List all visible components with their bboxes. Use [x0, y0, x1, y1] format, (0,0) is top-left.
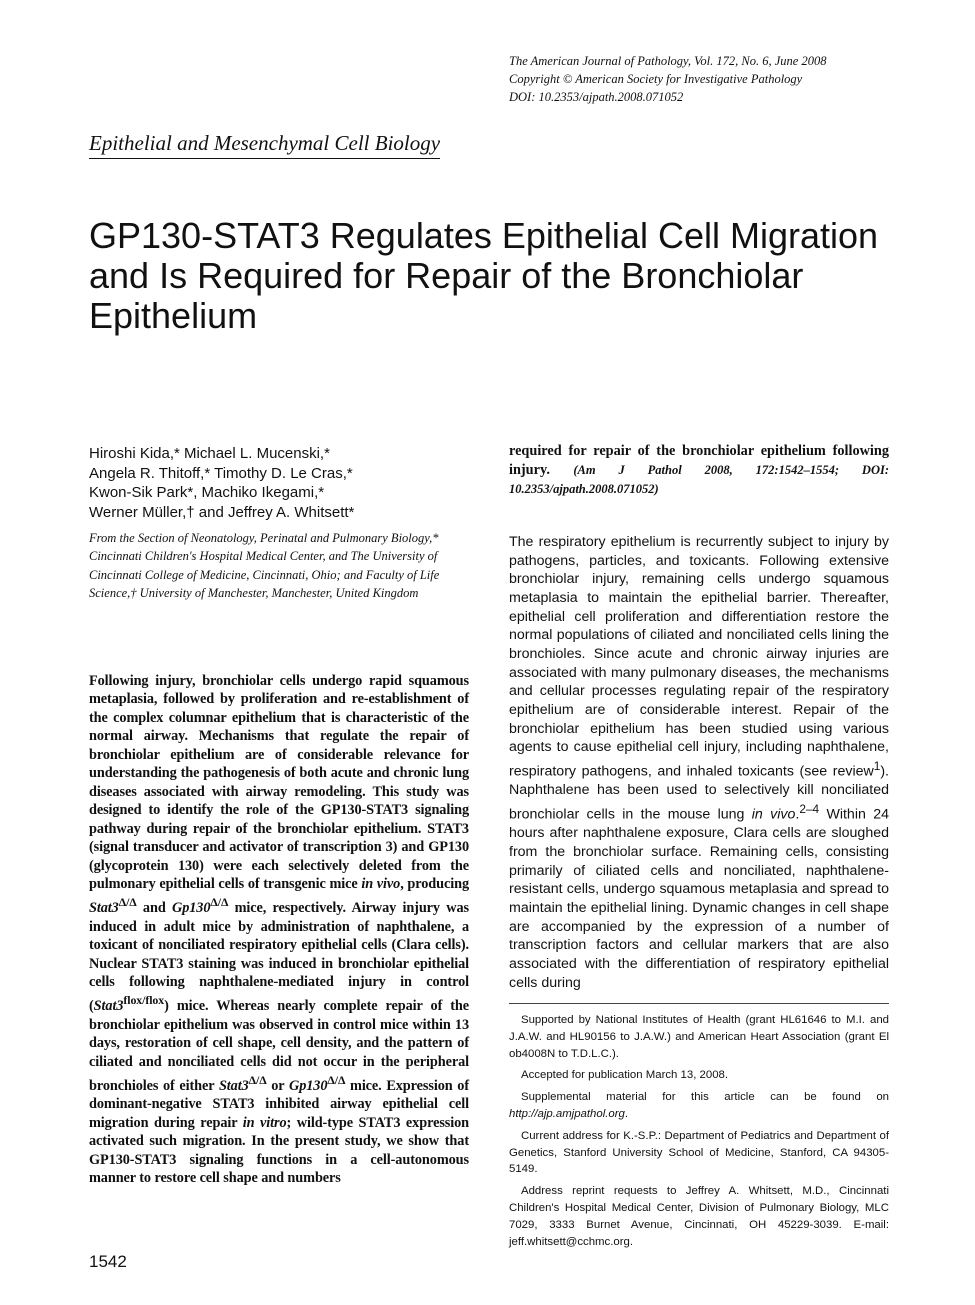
body-paragraph: The respiratory epithelium is recurrently subject to injury by pathogens, particles, and toxicants. Following extensive bronchiolar injury, remaining cells undergo squamous metaplasia to maintain the epithelial barrier. Thereafter, epithelial cell proliferation and differentiation restore the normal populations of ciliated and nonciliated cells lining the bronchioles. Since acute and chronic airway injuries are associated with many pulmonary diseases, the mechanisms and cellular processes regulating repair of the respiratory epithelium are of considerable interest. Repair of the bronchiolar epithelium has been studied using various agents to cause epithelial cell injury, including naphthalene, respiratory pathogens, and inhaled toxicants (see review$^1$). Naphthalene has been used to selectively kill nonciliated bronchiolar cells in the mouse lung in vivo.$^{2-4}$ Within 24 hours after naphthalene exposure, Clara cells are sloughed from the bronchiolar surface. Remaining cells, consisting primarily of ciliated cells and nonciliated, naphthalene-resistant cells, undergo squamous metaplasia and spread to maintain the epithelial lining. Dynamic changes in cell shape are accompanied by the expression of a number of transcription factors and cellular markers that are also associated with the differentiation of respiratory epithelial cells during	[509, 534, 889, 991]
journal-header	[509, 52, 929, 106]
abstract-text: Following injury, bronchiolar cells undergo rapid squamous metaplasia, followed by proliferation and re-establishment of the complex columnar epithelium that is characteristic of the normal airway. Mechanisms that regulate the repair of bronchiolar epithelium are of considerable relevance for understanding the pathogenesis of both acute and chronic lung diseases associated with airway remodeling. This study was designed to identify the role of the GP130-STAT3 signaling pathway during repair of the bronchiolar epithelium. STAT3 (signal transducer and activator of transcription 3) and GP130 (glycoprotein 130) were each selectively deleted from the pulmonary epithelial cells of transgenic mice in vivo, producing $Stat3^{\Delta/\Delta}$ and $Gp130^{\Delta/\Delta}$ mice, respectively. Airway injury was induced in adult mice by administration of naphthalene, a toxicant of nonciliated respiratory epithelial cells (Clara cells). Nuclear STAT3 staining was induced in bronchiolar epithelial cells following naphthalene-mediated injury in control $(Stat3^{flox/flox})$ mice. Whereas nearly complete repair of the bronchiolar epithelium was observed in control mice within 13 days, restoration of cell shape, cell density, and the pattern of ciliated and nonciliated cells did not occur in the peripheral bronchioles of either $Stat3^{\Delta/\Delta}$ or $Gp130^{\Delta/\Delta}$ mice. Expression of dominant-negative STAT3 inhibited airway epithelial cell migration during repair in vitro; wild-type STAT3 expression activated such migration. In the present study, we show that GP130-STAT3 signaling functions in a cell-autonomous manner to restore cell shape and numbers	[89, 673, 470, 1187]
abstract-continuation	[509, 442, 889, 499]
page-number: 1542	[89, 1252, 127, 1271]
abstract-tail-text: required for repair of the bronchiolar epithelium following injury.	[509, 443, 889, 478]
author-line: Hiroshi Kida,* Michael L. Mucenski,*	[89, 445, 330, 462]
footnote-supplemental: Supplemental material for this article can be found on http://ajp.amjpathol.org.	[509, 1091, 889, 1120]
reference-marker: 1	[873, 758, 881, 773]
affiliation: From the Section of Neonatology, Perinatal and Pulmonary Biology,* Cincinnati Children's Hospital Medical Center, and The University of Cincinnati College of Medicine, Cincinnati, Ohio; and Faculty of Life Science,† University of Manchester, Manchester, United Kingdom	[89, 531, 440, 601]
footnote-accepted: Accepted for publication March 13, 2008.	[521, 1069, 729, 1082]
journal-copyright: Copyright © American Society for Investigative Pathology	[509, 72, 803, 86]
footnote-reprint: Address reprint requests to Jeffrey A. Whitsett, M.D., Cincinnati Children's Hospital Medical Center, Division of Pulmonary Biology, MLC 7029, 3333 Burnet Avenue, Cincinnati, OH 45229-3039. E-mail: jeff.whitsett@cchmc.org.	[509, 1185, 889, 1248]
author-line: Werner Müller,† and Jeffrey A. Whitsett*	[89, 503, 355, 521]
abstract	[89, 672, 469, 1188]
author-line: Kwon-Sik Park*, Machiko Ikegami,*	[89, 484, 325, 502]
article-title: GP130-STAT3 Regulates Epithelial Cell Migration and Is Required for Repair of the Bronchiolar Epithelium	[89, 215, 879, 336]
footnotes	[509, 1012, 889, 1255]
abstract-citation: (Am J Pathol 2008, 172:1542–1554; DOI: 10.2353/ajpath.2008.071052)	[509, 463, 889, 496]
section-heading: Epithelial and Mesenchymal Cell Biology	[89, 131, 440, 159]
footnote-support: Supported by National Institutes of Health (grant HL61646 to M.I. and J.A.W. and HL90156 to J.A.W.) and American Heart Association (grant El ob4008N to T.D.L.C.).	[509, 1014, 889, 1060]
author-line: Angela R. Thitoff,* Timothy D. Le Cras,*	[89, 464, 353, 482]
footnote-current-address: Current address for K.-S.P.: Department of Pediatrics and Department of Genetics, Stanford University School of Medicine, Stanford, CA 94305-5149.	[509, 1129, 889, 1176]
journal-citation: The American Journal of Pathology, Vol. 172, No. 6, June 2008	[509, 54, 827, 68]
author-list	[89, 444, 489, 522]
supplemental-link[interactable]: http://ajp.amjpathol.org	[509, 1107, 625, 1120]
body-text	[509, 533, 889, 992]
footnote-divider	[509, 1003, 889, 1004]
journal-doi: DOI: 10.2353/ajpath.2008.071052	[509, 90, 684, 104]
reference-marker: 2–4	[799, 801, 820, 816]
